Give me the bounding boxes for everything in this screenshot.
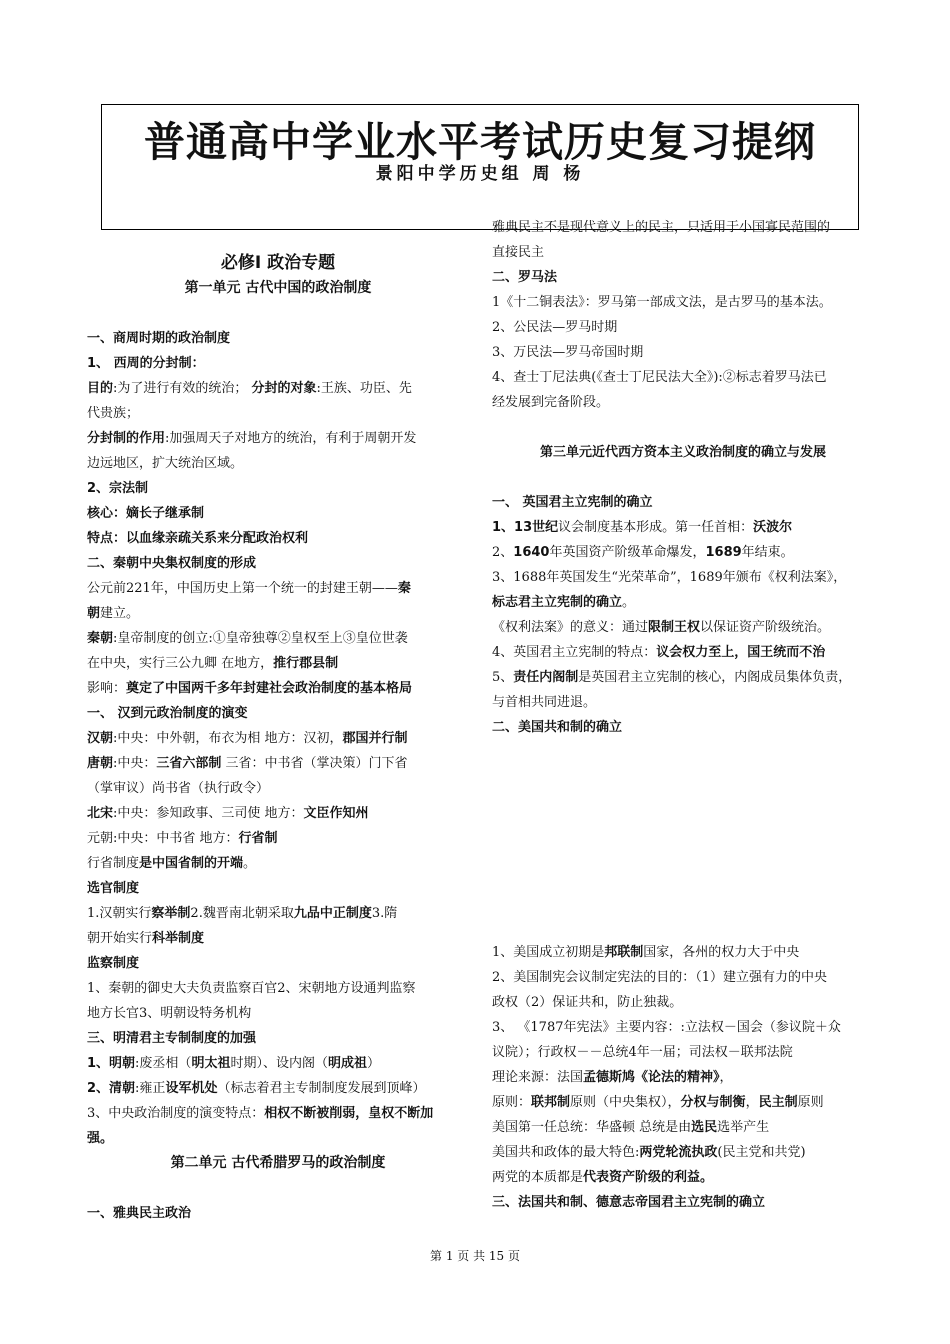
text-line [87,576,469,601]
text-line: 代贵族； [87,406,140,421]
text-span: :为了进行有效的统治； [113,381,252,396]
text-span: 1640 [513,545,550,560]
text-span: 明成祖 [327,1056,367,1071]
blank-area [492,740,874,940]
text-span: :废丞相（ [135,1056,192,1071]
text-span: 是英国君主立宪制的核心，内阁成员集体负责， [578,670,852,685]
text-span: ， [745,1095,759,1110]
section-heading: 一、商周时期的政治制度 [87,331,231,346]
text-span: 建立。 [100,606,140,621]
text-span: :中央：参知政事、三司使 地方： [113,806,304,821]
text-span: ） [366,1056,380,1071]
text-line [492,665,874,690]
section-heading: 三、法国共和制、德意志帝国君主立宪制的确立 [492,1195,766,1210]
text-span: 两党的本质都是 [492,1170,584,1185]
text-span: 朝开始实行 [87,931,153,946]
text-line: 核心：嫡长子继承制 [87,506,205,521]
text-line [87,426,469,451]
text-line [492,1115,874,1140]
text-span: 秦朝 [87,631,114,646]
text-span: 民主制 [758,1095,798,1110]
text-span: 代表资产阶级的利益。 [583,1170,714,1185]
subsection-heading: 选官制度 [87,881,140,896]
text-span: 唐朝 [87,756,114,771]
text-span: 察举制 [151,906,191,921]
text-span: 《权利法案》的意义：通过 [492,620,649,635]
text-line: 与首相共同进退。 [492,695,597,710]
text-line [87,801,469,826]
text-line: 特点：以血缘亲疏关系来分配政治权利 [87,531,309,546]
text-span: 原则 [797,1095,824,1110]
text-line [492,615,874,640]
module-heading: 必修Ⅰ 政治专题 [220,253,336,273]
text-line: 经发展到完备阶段。 [492,395,610,410]
text-line [87,601,469,626]
text-span: 1、13世纪 [492,520,559,535]
text-line: 1、秦朝的御史大夫负责监察百官2、宋朝地方设通判监察 [87,981,416,996]
text-span: 4、英国君主立宪制的特点： [492,645,657,660]
text-span: 2.魏晋南北朝采取 [190,906,294,921]
text-line [87,676,469,701]
text-span: 议会权力至上，国王统而不治 [656,645,826,660]
section-heading: 二、秦朝中央集权制度的形成 [87,556,257,571]
text-span: 限制王权 [648,620,701,635]
text-line: 1《十二铜表法》：罗马第一部成文法，是古罗马的基本法。 [492,295,832,310]
text-span: 两党轮流执政 [639,1145,718,1160]
text-span: 以保证资产阶级统治。 [700,620,831,635]
text-line: 2、美国制宪会议制定宪法的目的：（1）建立强有力的中央 [492,970,828,985]
text-span: 公元前221年，中国历史上第一个统一的封建王朝—— [87,581,398,596]
unit-heading-2: 第二单元 古代希腊罗马的政治制度 [170,1155,386,1171]
text-span: 孟德斯鸠《论法的精神》 [583,1070,720,1085]
text-line [87,826,469,851]
text-span: 郡国并行制 [342,731,408,746]
text-line [492,1140,874,1165]
text-span: :皇帝制度的创立:①皇帝独尊②皇权至上③皇位世袭 [113,631,408,646]
right-column [492,220,874,1215]
text-span: 年结束。 [741,545,794,560]
text-span: 秦 [397,581,411,596]
text-line: 雅典民主不是现代意义上的民主，只适用于小国寡民范围的 [492,220,831,235]
text-span: 选举产生 [717,1120,770,1135]
text-span: 文臣作知州 [303,806,369,821]
text-line [492,1090,874,1115]
text-span: 行省制 [238,831,278,846]
text-span: 奠定了中国两千多年封建社会政治制度的基本格局 [126,681,413,696]
text-line: 议院）；行政权－－总统4年一届；司法权－联邦法院 [492,1045,793,1060]
text-span: 。 [622,595,636,610]
text-line: 3、万民法—罗马帝国时期 [492,345,644,360]
text-line [87,751,469,776]
text-line [87,1101,469,1126]
text-line [87,1076,469,1101]
text-span: 影响： [87,681,127,696]
text-span: :加强周天子对地方的统治，有利于周朝开发 [165,431,417,446]
text-span: 时期）、设内阁（ [230,1056,328,1071]
text-line [492,540,874,565]
text-span: 国家，各州的权力大于中央 [643,945,800,960]
text-span: (民主党和共党) [717,1145,806,1160]
spacer [87,301,469,326]
text-span: 理论来源：法国 [492,1070,584,1085]
text-line [492,640,874,665]
text-span: :中央： [113,756,157,771]
text-line [87,651,469,676]
text-span: 分封制的作用 [87,431,166,446]
text-span: 汉朝 [87,731,114,746]
text-span: 相权不断被削弱，皇权不断加 [264,1106,434,1121]
text-span: 朝 [87,606,101,621]
text-span: :中央：中外朝，布衣为相 地方：汉初， [113,731,343,746]
text-line [87,726,469,751]
text-line: 3、 《1787年宪法》主要内容：:立法权－国会（参议院＋众 [492,1020,841,1035]
text-span: 行省制度 [87,856,140,871]
text-span: 美国第一任总统：华盛顿 总统是由 [492,1120,692,1135]
text-span: :雍正 [135,1081,166,1096]
text-span: 设军机处 [165,1081,218,1096]
text-span: 3、中央政治制度的演变特点： [87,1106,265,1121]
text-span: 元朝:中央：中书省 地方： [87,831,239,846]
text-span: :王族、功臣、先 [316,381,412,396]
text-span: 九品中正制度 [293,906,372,921]
page-footer: 第 1 页 共 15 页 [430,1249,520,1263]
text-line [492,515,874,540]
text-span: 3.隋 [371,906,398,921]
text-span: 美国共和政体的最大特色: [492,1145,640,1160]
section-heading: 三、明清君主专制制度的加强 [87,1031,257,1046]
section-heading: 一、 英国君主立宪制的确立 [492,495,653,510]
text-line [492,940,874,965]
text-span: 推行郡县制 [273,656,339,671]
text-span: 分封的对象 [251,381,317,396]
text-span: 原则（中央集权）， [570,1095,681,1110]
text-span: 5、 [492,670,514,685]
text-span: 科举制度 [152,931,205,946]
text-line [492,1165,874,1190]
text-span: 联邦制 [531,1095,571,1110]
text-line: 地方长官3、明朝设特务机构 [87,1006,252,1021]
text-span: 北宋 [87,806,114,821]
unit-heading-1: 第一单元 古代中国的政治制度 [184,280,372,296]
subsection-heading: 1、 西周的分封制： [87,356,205,371]
text-span: 1689 [705,545,742,560]
spacer [87,1176,469,1201]
text-span: 原则： [492,1095,532,1110]
text-span: ， [719,1070,733,1085]
text-line: 边远地区，扩大统治区域。 [87,456,244,471]
text-line: 2、公民法—罗马时期 [492,320,618,335]
subsection-heading: 监察制度 [87,956,140,971]
section-heading: 一、雅典民主政治 [87,1206,192,1221]
text-span: 责任内阁制 [513,670,579,685]
text-span: 议会制度基本形成。第一任首相： [558,520,754,535]
section-heading: 二、美国共和制的确立 [492,720,623,735]
text-span: 2、 [492,545,514,560]
text-span: 1、美国成立初期是 [492,945,605,960]
text-span: （标志着君主专制制度发展到顶峰） [217,1081,426,1096]
text-span: 三省：中书省（掌决策）门下省 [221,756,408,771]
text-span: 沃波尔 [753,520,793,535]
section-heading: 二、罗马法 [492,270,558,285]
text-line [87,926,469,951]
text-span: 三省六部制 [156,756,222,771]
unit-heading-3: 第三单元近代西方资本主义政治制度的确立与发展 [539,445,826,460]
text-span: 选民 [691,1120,718,1135]
spacer [87,226,469,251]
spacer [492,465,874,490]
subsection-heading: 2、宗法制 [87,481,149,496]
text-span: 标志君主立宪制的确立 [492,595,623,610]
text-span: 1、明朝 [87,1056,136,1071]
text-line: （掌审议）尚书省（执行政令） [87,781,270,796]
text-line: 3、1688年英国发生“光荣革命”，1689年颁布《权利法案》， [492,570,847,585]
text-line [87,901,469,926]
spacer [492,415,874,440]
text-span: 明太祖 [191,1056,231,1071]
text-line: 强。 [87,1131,114,1146]
text-span: 。 [243,856,257,871]
text-line [87,1051,469,1076]
text-span: 1.汉朝实行 [87,906,152,921]
text-span: 邦联制 [604,945,644,960]
section-heading: 一、 汉到元政治制度的演变 [87,706,248,721]
text-span: 年英国资产阶级革命爆发， [549,545,706,560]
text-span: 分权与制衡 [680,1095,746,1110]
text-span: 目的 [87,381,114,396]
text-span: 在中央，实行三公九卿 在地方， [87,656,274,671]
text-line [492,590,874,615]
text-line: 4、查士丁尼法典(《查士丁尼民法大全》):②标志着罗马法已 [492,370,827,385]
text-span: 2、清朝 [87,1081,136,1096]
text-span: 是中国省制的开端 [139,856,244,871]
title-box [101,104,859,230]
left-column [87,226,469,1226]
text-line [87,376,469,401]
page-title: 普通高中学业水平考试历史复习提纲 [144,118,816,166]
text-line [87,851,469,876]
text-line [87,626,469,651]
page-subtitle: 景阳中学历史组 周 杨 [375,164,585,184]
text-line [492,1065,874,1090]
text-line: 直接民主 [492,245,545,260]
text-line: 政权（2）保证共和，防止独裁。 [492,995,683,1010]
